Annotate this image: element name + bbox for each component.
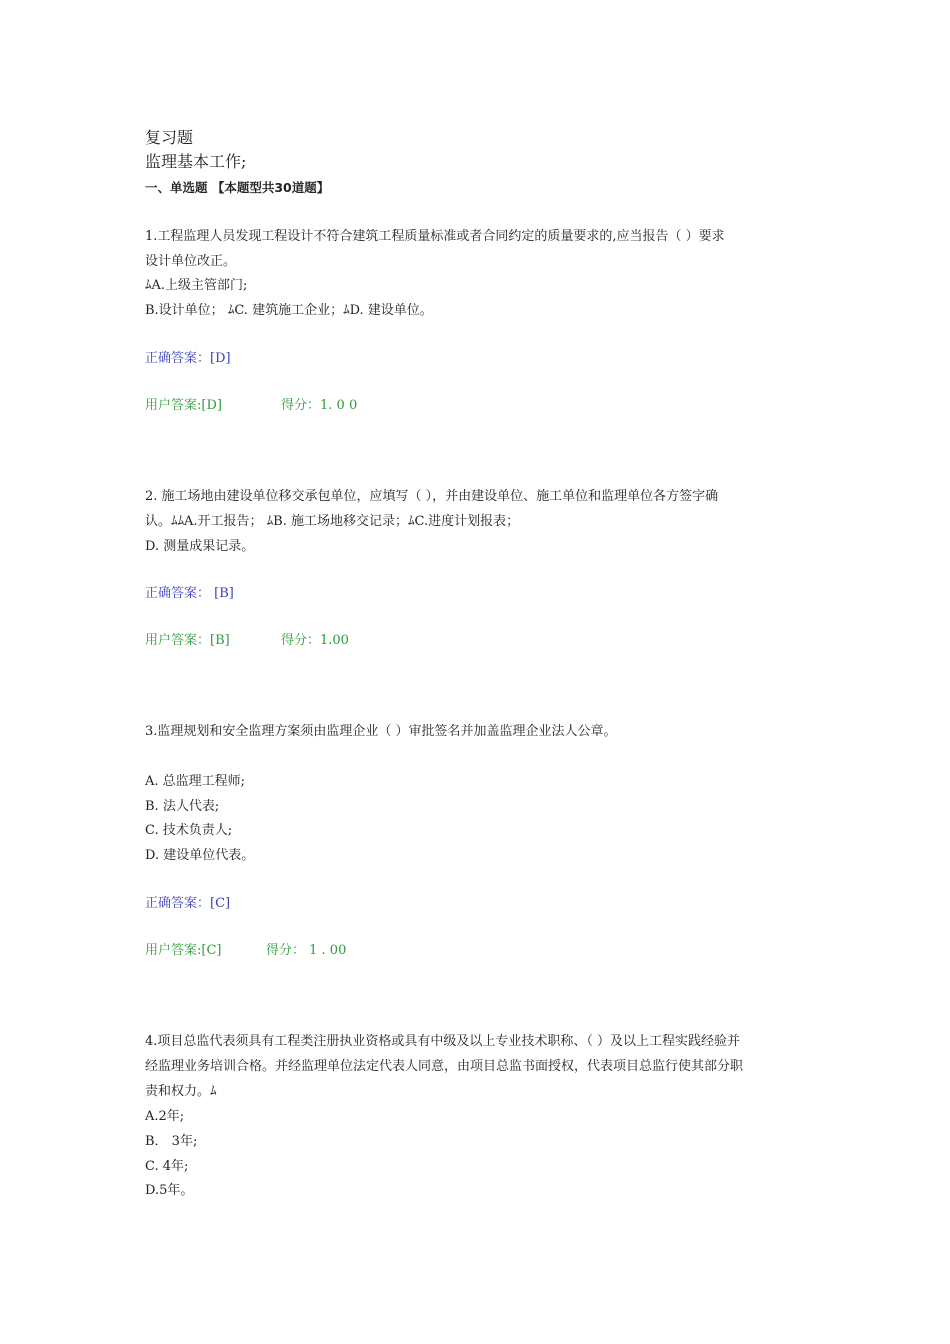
question-1-options-bcd: B.设计单位； ﾑC. 建筑施工企业；ﾑD. 建设单位。 [145, 303, 433, 318]
section-header: 一、单选题 【本题型共30道题】 [145, 180, 330, 195]
question-4-text-line-2: 经监理业务培训合格。并经监理单位法定代表人同意，由项目总监书面授权，代表项目总监行使其部分职 [145, 1059, 744, 1074]
question-2-user-answer: 用户答案：[B] [145, 633, 230, 648]
question-3-option-d: D. 建设单位代表。 [145, 848, 255, 863]
question-2-text-line-1: 2. 施工场地由建设单位移交承包单位，应填写（ ），并由建设单位、施工单位和监理单位各方签字确 [145, 489, 719, 504]
question-1-text-line-2: 设计单位改正。 [145, 254, 237, 269]
question-3-user-answer: 用户答案:[C] [145, 943, 222, 958]
question-3-option-a: A. 总监理工程师; [145, 774, 246, 789]
question-3-text: 3.监理规划和安全监理方案须由监理企业（ ）审批签名并加盖监理企业法人公章。 [145, 724, 617, 739]
question-4-option-c: C. 4年; [145, 1159, 189, 1174]
question-1-correct-answer: 正确答案：[D] [145, 351, 231, 366]
question-2-text-line-2: 认。ﾑﾑA.开工报告； ﾑB. 施工场地移交记录；ﾑC.进度计划报表； [145, 514, 520, 529]
question-3-option-c: C. 技术负责人; [145, 823, 233, 838]
question-2-score: 得分：1.00 [281, 633, 349, 648]
question-1-option-a: ﾑA.上级主管部门; [145, 278, 248, 293]
question-3-score: 得分： 1 . 00 [266, 943, 347, 958]
question-1-score: 得分：1. 0 0 [281, 398, 358, 413]
question-4-option-b: B． 3年; [145, 1134, 198, 1149]
question-3-correct-answer: 正确答案：[C] [145, 896, 231, 911]
question-1-text-line-1: 1.工程监理人员发现工程设计不符合建筑工程质量标准或者合同约定的质量要求的,应当报告（ ）要求 [145, 229, 725, 244]
question-4-text-line-3: 责和权力。ﾑ [145, 1084, 217, 1099]
question-2-option-d: D. 测量成果记录。 [145, 539, 255, 554]
question-4-text-line-1: 4.项目总监代表须具有工程类注册执业资格或具有中级及以上专业技术职称、（ ）及以上工程实践经验并 [145, 1034, 741, 1049]
question-4-option-d: D.5年。 [145, 1183, 194, 1198]
document-subtitle: 监理基本工作; [145, 152, 247, 171]
question-2-correct-answer: 正确答案： [B] [145, 586, 234, 601]
question-1-user-answer: 用户答案:[D] [145, 398, 222, 413]
question-3-option-b: B. 法人代表; [145, 799, 220, 814]
document-title: 复习题 [145, 128, 194, 147]
question-4-option-a: A.2年; [145, 1109, 185, 1124]
